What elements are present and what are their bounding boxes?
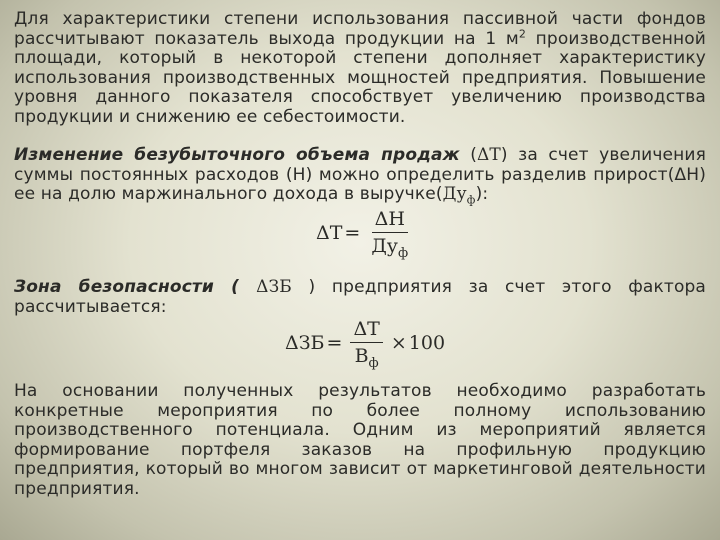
subscript: ф: [466, 193, 476, 207]
paragraph-safety-zone: [14, 278, 706, 317]
subscript: ф: [368, 355, 379, 371]
denominator-symbol: Ду: [371, 235, 398, 257]
paragraph-text: (: [459, 145, 477, 165]
fraction-denominator: [368, 233, 411, 261]
formula-lhs: ΔЗБ: [285, 331, 325, 354]
superscript: 2: [518, 26, 527, 40]
fraction-denominator: [352, 343, 382, 371]
symbol-delta-zb: ΔЗБ: [256, 277, 292, 297]
times-sign: ×: [390, 331, 407, 354]
paragraph-text: ) за счет увеличения суммы постоянных расходов (Н) можно определить разделив прирост(ΔН) ее на долю маржинального дохода в выручке(: [14, 145, 707, 205]
formula-delta-t: [316, 208, 417, 261]
paragraph-text: ) предприятия за счет этого фактора рассчитывается:: [14, 277, 707, 317]
fraction-numerator: ΔH: [372, 208, 408, 233]
paragraph-text: (: [214, 277, 257, 297]
formula-delta-zb: [285, 318, 446, 371]
paragraph-text: Для характеристики степени использования пассивной части фондов рассчитывают показатель выхода продукции на 1 м: [14, 9, 706, 49]
fraction: [350, 318, 382, 371]
fraction-numerator: ΔT: [350, 318, 382, 343]
symbol-du: Ду: [442, 184, 467, 205]
fraction: [368, 208, 411, 261]
paragraph-breakeven-change: [14, 146, 706, 205]
equals-sign: =: [344, 221, 361, 244]
denominator-symbol: В: [354, 345, 369, 367]
paragraph-text: На основании полученных результатов необходимо разработать конкретные мероприятия по более полному использованию производственного потенциала. Одним из мероприятий является формирование портфеля заказов на профильную продукцию предприятия, который во многом зависит от маркетинговой деятельности предприятия.: [14, 381, 706, 499]
formula-factor: 100: [408, 331, 446, 354]
paragraph-conclusion: [14, 382, 706, 500]
equals-sign: =: [326, 331, 343, 354]
subscript: ф: [397, 245, 409, 261]
symbol-delta-t: ΔT: [476, 145, 501, 165]
paragraph-text: ):: [475, 184, 489, 205]
term-safety-zone: Зона безопасности: [14, 277, 214, 297]
formula-lhs: ΔT: [316, 221, 343, 244]
paragraph-text: производственной площади, который в некоторой степени дополняет характеристику использования производственных мощностей предприятия. Повышение уровня данного показателя способствует увеличению производства продукции и снижению ее себестоимости.: [14, 28, 706, 127]
term-breakeven-change: Изменение безубыточного объема продаж: [14, 145, 460, 165]
paragraph-output-per-area: [14, 10, 706, 128]
